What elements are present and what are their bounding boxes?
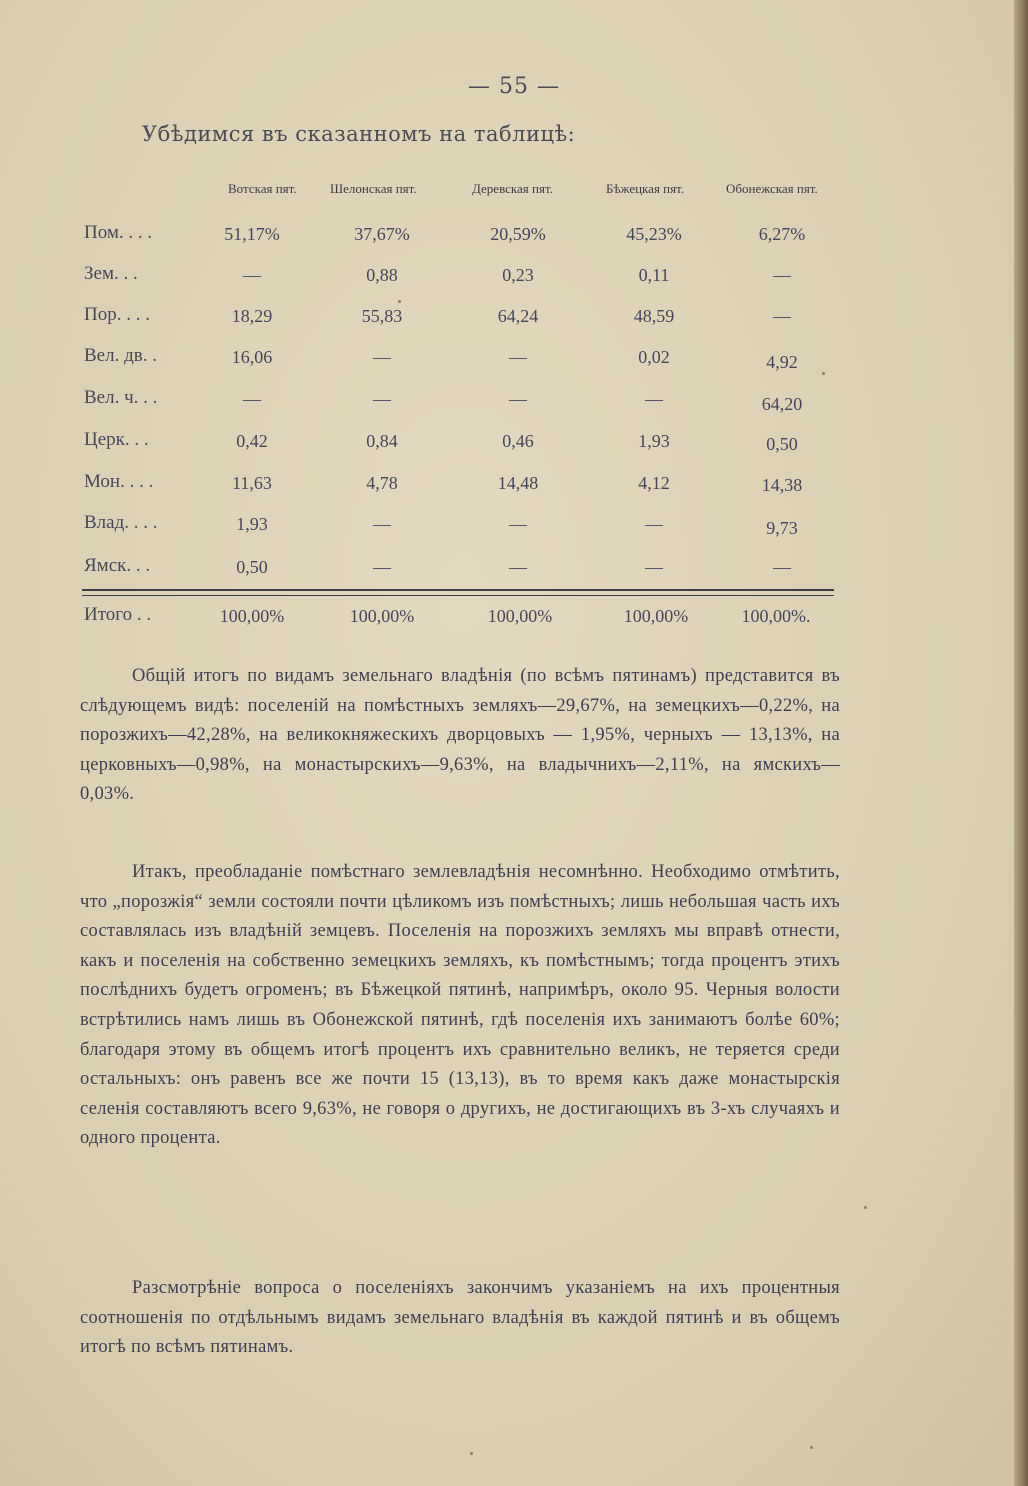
table-rule	[82, 589, 834, 591]
table-cell: 0,46	[502, 431, 534, 451]
table-rule-thin	[82, 595, 834, 596]
table-cell: 6,27%	[758, 224, 806, 244]
column-header-obonezhskaya: Обонежская пят.	[726, 181, 818, 196]
row-label: Вел. ч. . .	[84, 387, 158, 408]
table-cell: 11,63	[232, 473, 272, 493]
table-cell: 1,93	[638, 431, 670, 451]
total-cell: 100,00%	[349, 606, 415, 626]
table-cell: 9,73	[766, 518, 798, 538]
table-cell: 4,78	[366, 473, 398, 493]
column-header-votskaya: Вотская пят.	[228, 181, 297, 196]
table-cell: 51,17%	[224, 224, 280, 244]
table-cell: 48,59	[633, 306, 675, 326]
page-number: — 55 —	[468, 74, 560, 99]
table-cell: —	[773, 306, 791, 326]
table-cell: 20,59%	[490, 224, 546, 244]
table-cell: 4,92	[766, 352, 798, 372]
table-cell: 64,20	[761, 394, 803, 414]
table-intro: Убѣдимся въ сказанномъ на таблицѣ:	[142, 122, 576, 146]
table-cell: 16,06	[231, 347, 273, 367]
table-cell: 55,83	[361, 306, 403, 326]
table-cell: 0,50	[766, 434, 798, 454]
row-label: Пор. . . .	[84, 304, 150, 325]
row-label: Мон. . . .	[84, 471, 154, 492]
table-cell: —	[373, 347, 391, 367]
scan-speck	[470, 1452, 473, 1455]
table-cell: —	[509, 557, 527, 577]
table-cell: 14,48	[497, 473, 539, 493]
table-cell: —	[373, 514, 391, 534]
paragraph-conclusion: Разсмотрѣніе вопроса о поселеніяхъ закончимъ указаніемъ на ихъ процентныя соотношенія по отдѣльнымъ видамъ земельнаго владѣнія въ каждой пятинѣ и въ общемъ итогѣ по всѣмъ пятинамъ.	[80, 1278, 840, 1358]
table-cell: 1,93	[236, 514, 268, 534]
table-cell: 4,12	[638, 473, 670, 493]
scan-speck	[822, 372, 825, 375]
table-cell: 0,42	[236, 431, 268, 451]
table-cell: 0,23	[502, 265, 534, 285]
table-cell: —	[373, 389, 391, 409]
table-cell: 37,67%	[354, 224, 410, 244]
table-cell: —	[243, 265, 261, 285]
row-label: Влад. . . .	[84, 512, 158, 533]
scan-speck	[864, 1206, 867, 1209]
table-cell: 0,50	[236, 557, 268, 577]
table-cell: 0,88	[366, 265, 398, 285]
table-cell: —	[243, 389, 261, 409]
table-cell: —	[509, 347, 527, 367]
page-edge	[1014, 0, 1028, 1486]
total-cell: 100,00%	[219, 606, 285, 626]
table-cell: —	[645, 389, 663, 409]
table-cell: 64,24	[497, 306, 539, 326]
scan-speck	[810, 1446, 813, 1449]
column-header-derevskaya: Деревская пят.	[472, 181, 553, 196]
table-cell: 0,84	[366, 431, 398, 451]
row-label: Ямск. . .	[84, 555, 151, 576]
row-label: Пом. . . .	[84, 222, 153, 243]
scan-speck	[398, 300, 401, 303]
table-cell: —	[373, 557, 391, 577]
table-cell: 18,29	[231, 306, 273, 326]
table-cell: 0,02	[638, 347, 670, 367]
row-label: Вел. дв. .	[84, 345, 157, 366]
table-cell: —	[509, 389, 527, 409]
row-label: Церк. . .	[84, 429, 149, 450]
table-cell: 0,11	[638, 265, 670, 285]
table-cell: —	[509, 514, 527, 534]
table-cell: —	[773, 265, 791, 285]
total-cell: 100,00%	[623, 606, 689, 626]
total-cell: 100,00%.	[741, 606, 811, 626]
column-header-shelonskaya: Шелонская пят.	[330, 181, 417, 196]
total-label: Итого . .	[84, 604, 152, 625]
table-cell: —	[645, 514, 663, 534]
table-cell: —	[773, 557, 791, 577]
table-cell: —	[645, 557, 663, 577]
table-cell: 14,38	[761, 475, 803, 495]
paragraph-analysis: Итакъ, преобладаніе помѣстнаго землевладѣнія несомнѣнно. Необходимо отмѣтить, что „порозжія“ земли состояли почти цѣликомъ изъ помѣстныхъ; лишь небольшая часть ихъ составлялась изъ владѣній земцевъ. Поселенія на порозжихъ земляхъ мы вправѣ отнести, какъ и поселенія на собственно земецкихъ земляхъ, къ помѣстнымъ; тогда процентъ этихъ послѣднихъ будетъ огроменъ; въ Бѣжецкой пятинѣ, напримѣръ, около 95. Черныя волости встрѣтились намъ лишь въ Обонежской пятинѣ, гдѣ поселенія ихъ занимаютъ болѣе 60%; благодаря этому въ общемъ итогѣ процентъ ихъ сравнительно великъ, не теряется среди остальныхъ: онъ равенъ все же почти 15 (13,13), въ то время какъ даже монастырскія селенія составляютъ всего 9,63%, не говоря о другихъ, не достигающихъ въ 3-хъ случаяхъ и одного процента.	[80, 862, 840, 1149]
table-cell: 45,23%	[626, 224, 682, 244]
total-cell: 100,00%	[487, 606, 553, 626]
row-label: Зем. . .	[84, 263, 138, 284]
paragraph-summary: Общій итогъ по видамъ земельнаго владѣнія (по всѣмъ пятинамъ) представится въ слѣдующемъ видѣ: поселеній на помѣстныхъ земляхъ—29,67%, на земецкихъ—0,22%, на порозжихъ—42,28%, на великокняжескихъ дворцовыхъ — 1,95%, черныхъ — 13,13%, на церковныхъ—0,98%, на монастырскихъ—9,63%, на владычнихъ—2,11%, на ямскихъ—0,03%.	[80, 666, 840, 805]
column-header-bezhetskaya: Бѣжецкая пят.	[606, 181, 685, 196]
